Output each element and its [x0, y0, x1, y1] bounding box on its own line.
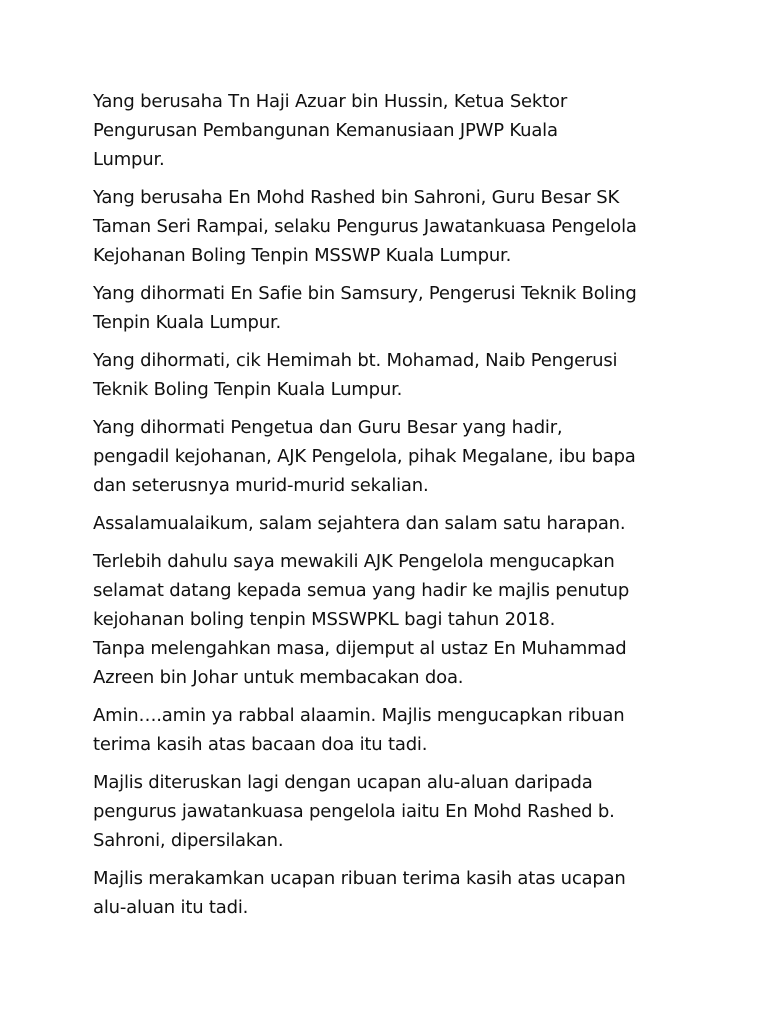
text-line: kejohanan boling tenpin MSSWPKL bagi tahun 2018.: [93, 609, 556, 630]
text-line: Sahroni, dipersilakan.: [93, 830, 284, 851]
text-line: Assalamualaikum, salam sejahtera dan salam satu harapan.: [93, 513, 626, 534]
text-line: Kejohanan Boling Tenpin MSSWP Kuala Lumpur.: [93, 245, 512, 266]
text-line: Yang dihormati, cik Hemimah bt. Mohamad, Naib Pengerusi: [93, 350, 618, 371]
paragraph-salutation-4: [93, 346, 713, 404]
text-line: alu-aluan itu tadi.: [93, 897, 249, 918]
text-line: Majlis merakamkan ucapan ribuan terima kasih atas ucapan: [93, 868, 626, 889]
text-line: Yang berusaha En Mohd Rashed bin Sahroni, Guru Besar SK: [93, 187, 620, 208]
paragraph-speech-invite: [93, 768, 713, 855]
text-line: Azreen bin Johar untuk membacakan doa.: [93, 667, 464, 688]
text-line: Majlis diteruskan lagi dengan ucapan alu-aluan daripada: [93, 772, 593, 793]
text-line: selamat datang kepada semua yang hadir ke majlis penutup: [93, 580, 630, 601]
document-body: [93, 87, 713, 931]
text-line: Teknik Boling Tenpin Kuala Lumpur.: [93, 379, 403, 400]
text-line: terima kasih atas bacaan doa itu tadi.: [93, 734, 428, 755]
paragraph-prayer-thanks: [93, 701, 713, 759]
text-line: Lumpur.: [93, 149, 165, 170]
text-line: Amin….amin ya rabbal alaamin. Majlis mengucapkan ribuan: [93, 705, 625, 726]
paragraph-salutation-1: [93, 87, 713, 174]
text-line: pengadil kejohanan, AJK Pengelola, pihak Megalane, ibu bapa: [93, 446, 636, 467]
text-line: Yang dihormati En Safie bin Samsury, Pengerusi Teknik Boling: [93, 283, 637, 304]
text-line: dan seterusnya murid-murid sekalian.: [93, 475, 429, 496]
text-line: Yang berusaha Tn Haji Azuar bin Hussin, Ketua Sektor: [93, 91, 568, 112]
text-line: Taman Seri Rampai, selaku Pengurus Jawatankuasa Pengelola: [93, 216, 637, 237]
text-line: pengurus jawatankuasa pengelola iaitu En Mohd Rashed b.: [93, 801, 615, 822]
text-line: Tanpa melengahkan masa, dijemput al ustaz En Muhammad: [93, 638, 627, 659]
text-line: Pengurusan Pembangunan Kemanusiaan JPWP Kuala: [93, 120, 558, 141]
text-line: Terlebih dahulu saya mewakili AJK Pengelola mengucapkan: [93, 551, 615, 572]
paragraph-salutation-2: [93, 183, 713, 270]
paragraph-speech-thanks: [93, 864, 713, 922]
paragraph-welcome: [93, 547, 713, 692]
text-line: Yang dihormati Pengetua dan Guru Besar yang hadir,: [93, 417, 563, 438]
paragraph-salutation-5: [93, 413, 713, 500]
text-line: Tenpin Kuala Lumpur.: [93, 312, 282, 333]
paragraph-greeting: [93, 509, 713, 538]
paragraph-salutation-3: [93, 279, 713, 337]
